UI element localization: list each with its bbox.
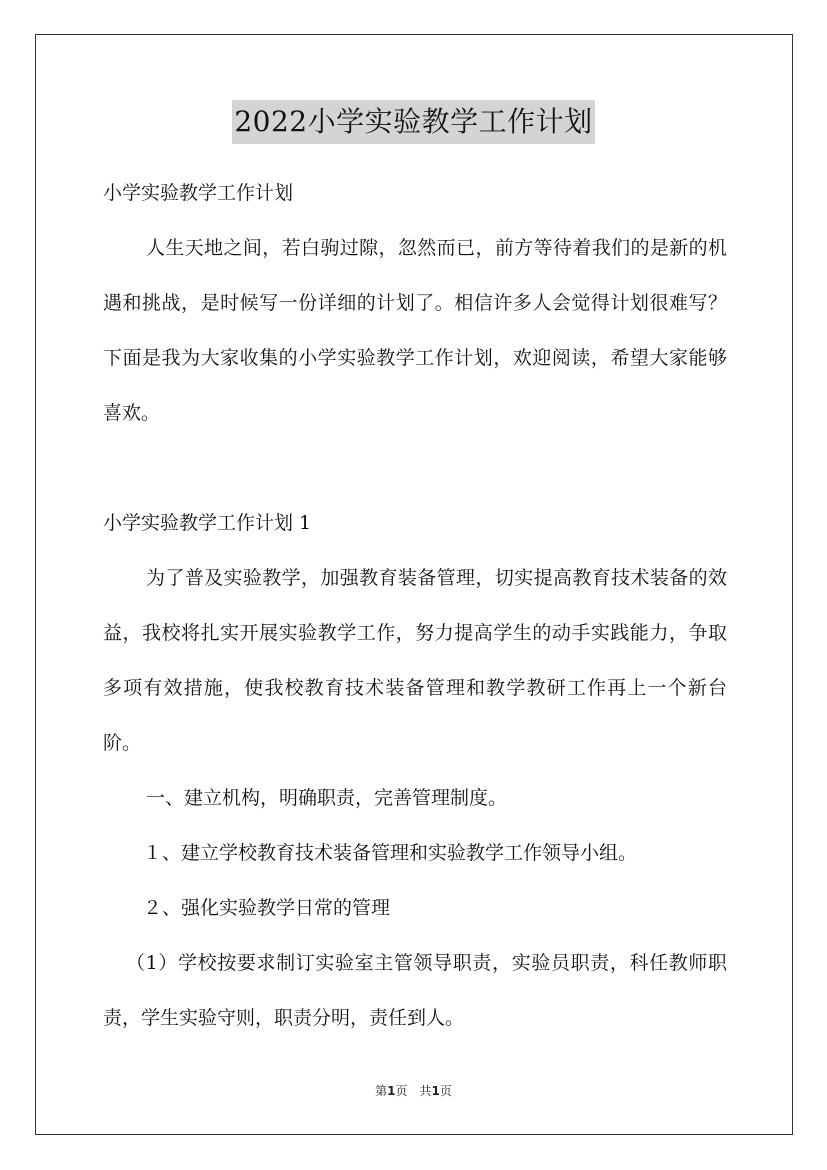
list-item-1-1: １、建立学校教育技术装备管理和实验教学工作领导小组。: [143, 842, 638, 864]
section1-paragraph: 为了普及实验教学，加强教育装备管理，切实提高教育技术装备的效益，我校将扎实开展实验教学工作，努力提高学生的动手实践能力，争取多项有效措施，使我校教育技术装备管理和教学教研工作再上一个新台阶。: [103, 567, 727, 754]
page-footer: [0, 1082, 827, 1099]
section1-heading: 小学实验教学工作计划 1: [103, 512, 312, 534]
page-number: 1: [387, 1084, 396, 1098]
intro-paragraph: 人生天地之间，若白驹过隙，忽然而已，前方等待着我们的是新的机遇和挑战，是时候写一份详细的计划了。相信许多人会觉得计划很难写？下面是我为大家收集的小学实验教学工作计划，欢迎阅读，希望大家能够喜欢。: [103, 237, 727, 424]
total-pages: 1: [431, 1084, 440, 1098]
document-body: [103, 166, 727, 1046]
list-item-1: 一、建立机构，明确职责，完善管理制度。: [146, 787, 508, 809]
footer-suffix: 页: [439, 1084, 452, 1098]
blank-line: [103, 441, 727, 496]
footer-prefix: 第: [375, 1084, 388, 1098]
list-item-1-2-1: （1）学校按要求制订实验室主管领导职责，实验员职责，科任教师职责，学生实验守则，职责分明，责任到人。: [103, 952, 727, 1029]
list-item-1-2: ２、强化实验教学日常的管理: [143, 897, 391, 919]
footer-mid: 页 共: [395, 1084, 432, 1098]
document-title: 2022小学实验教学工作计划: [232, 100, 594, 144]
title-area: [0, 100, 827, 144]
intro-heading: 小学实验教学工作计划: [103, 182, 294, 204]
